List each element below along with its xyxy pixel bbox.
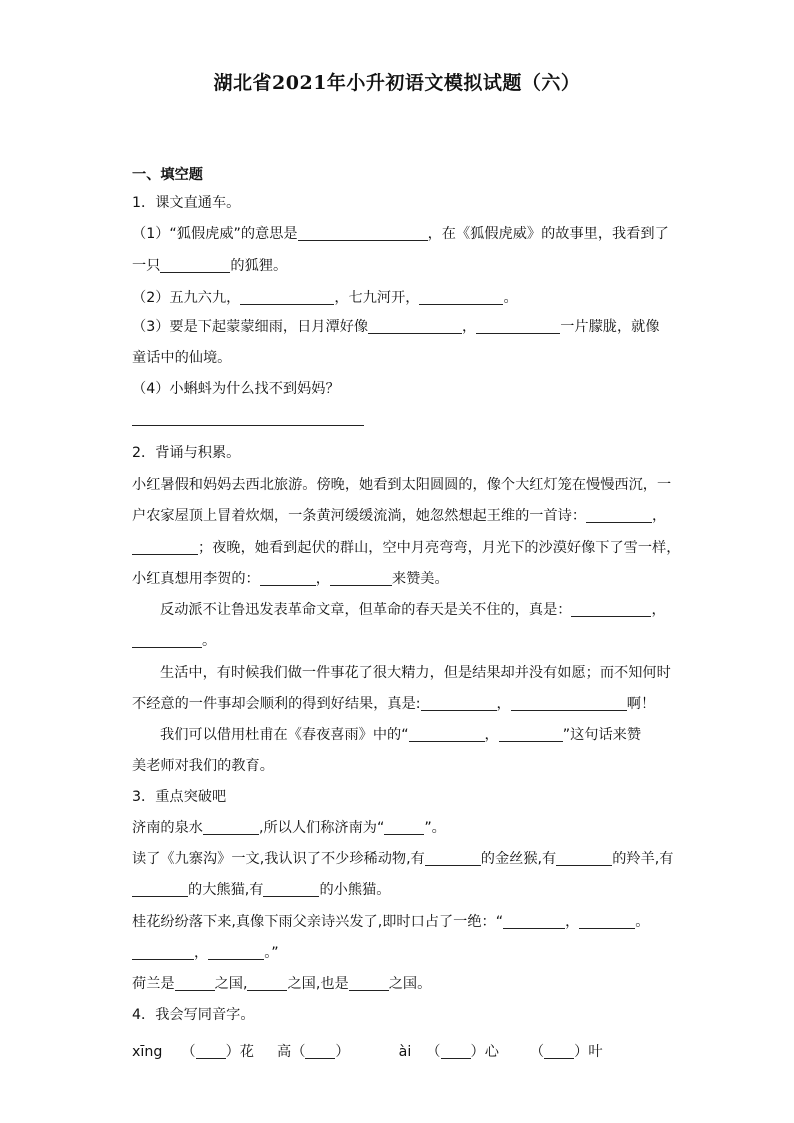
question-2-line: 户农家屋顶上冒着炊烟，一条黄河缓缓流淌，她忽然想起王维的一首诗： ， <box>132 508 667 524</box>
answer-blank[interactable] <box>368 319 462 334</box>
answer-blank[interactable] <box>240 290 334 305</box>
answer-blank[interactable] <box>132 945 194 960</box>
question-2-heading: 2．背诵与积累。 <box>132 445 241 461</box>
answer-blank[interactable] <box>503 914 565 929</box>
answer-blank[interactable] <box>511 696 627 711</box>
answer-blank[interactable] <box>305 1044 335 1059</box>
answer-blank[interactable] <box>298 226 428 241</box>
answer-blank[interactable] <box>260 571 316 586</box>
answer-blank[interactable] <box>544 1044 574 1059</box>
question-3-line: 荷兰是 之国, 之国,也是 之国。 <box>132 976 432 992</box>
question-3-line: ， 。” <box>132 944 279 962</box>
pinyin-label: xīng <box>132 1044 163 1060</box>
answer-blank[interactable] <box>263 882 319 897</box>
question-1-part-3: （3）要是下起蒙蒙细雨，日月潭好像 ， 一片朦胧，就像 <box>132 319 660 335</box>
section-heading: 一、填空题 <box>132 167 203 183</box>
question-2-line: 生活中，有时候我们做一件事花了很大精力，但是结果却并没有如愿；而不知何时 <box>160 665 671 681</box>
question-4-line: xīng （ ）花 高（ ） ài （ ）心 （ ）叶 <box>132 1044 603 1060</box>
answer-blank[interactable] <box>132 882 188 897</box>
question-2-line: 小红暑假和妈妈去西北旅游。傍晚，她看到太阳圆圆的，像个大红灯笼在慢慢西沉，一 <box>132 477 672 493</box>
answer-blank[interactable] <box>409 727 485 742</box>
answer-blank[interactable] <box>175 976 215 991</box>
answer-blank[interactable] <box>571 602 651 617</box>
question-1-part-3-cont: 童话中的仙境。 <box>132 350 232 366</box>
answer-blank[interactable] <box>421 696 497 711</box>
answer-blank[interactable] <box>476 319 560 334</box>
answer-blank[interactable] <box>556 851 612 866</box>
question-1-part-2: （2）五九六九， ，七九河开， 。 <box>132 290 518 306</box>
question-1-heading: 1．课文直通车。 <box>132 195 241 211</box>
question-1-part-1: （1）“狐假虎威”的意思是 ，在《狐假虎威》的故事里，我看到了 <box>132 226 669 242</box>
question-2-line: 反动派不让鲁迅发表革命文章，但革命的春天是关不住的，真是： ， <box>160 602 666 618</box>
question-1-part-4: （4）小蝌蚪为什么找不到妈妈？ <box>132 381 340 397</box>
question-2-line: ；夜晚，她看到起伏的群山，空中月亮弯弯，月光下的沙漠好像下了雪一样， <box>132 539 680 557</box>
answer-blank[interactable] <box>208 945 264 960</box>
answer-blank[interactable] <box>425 851 481 866</box>
page-title: 湖北省2021年小升初语文模拟试题（六） <box>213 72 581 94</box>
question-1-part-1-cont: 一只 的狐狸。 <box>132 258 288 274</box>
answer-blank[interactable] <box>441 1044 471 1059</box>
answer-blank[interactable] <box>330 571 392 586</box>
answer-blank[interactable] <box>384 820 424 835</box>
answer-blank[interactable] <box>579 914 635 929</box>
answer-blank[interactable] <box>203 820 259 835</box>
answer-blank[interactable] <box>160 258 230 273</box>
answer-line[interactable] <box>132 425 364 426</box>
answer-blank[interactable] <box>132 540 198 555</box>
answer-blank[interactable] <box>349 976 389 991</box>
question-4-heading: 4．我会写同音字。 <box>132 1007 255 1023</box>
answer-blank[interactable] <box>196 1044 226 1059</box>
question-3-heading: 3．重点突破吧 <box>132 789 227 805</box>
answer-blank[interactable] <box>419 290 503 305</box>
question-2-line: 。 <box>132 632 216 650</box>
answer-blank[interactable] <box>132 633 202 648</box>
question-3-line: 济南的泉水 ,所以人们称济南为“ ”。 <box>132 820 446 836</box>
question-3-line: 读了《九寨沟》一文,我认识了不少珍稀动物,有 的金丝猴,有 的羚羊,有 <box>132 851 674 867</box>
question-2-line: 美老师对我们的教育。 <box>132 758 274 774</box>
question-2-line: 小红真想用李贺的： ， 来赞美。 <box>132 571 449 587</box>
question-3-line: 桂花纷纷落下来,真像下雨父亲诗兴发了,即时口占了一绝：“ ， 。 <box>132 914 650 930</box>
question-3-line: 的大熊猫,有 的小熊猫。 <box>132 881 390 899</box>
answer-blank[interactable] <box>586 508 652 523</box>
question-2-line: 不经意的一件事却会顺利的得到好结果，真是: ， 啊！ <box>132 696 656 712</box>
pinyin-label: ài <box>398 1044 412 1060</box>
question-2-line: 我们可以借用杜甫在《春夜喜雨》中的“ ， ”这句话来赞 <box>160 727 642 743</box>
answer-blank[interactable] <box>499 727 563 742</box>
answer-blank[interactable] <box>247 976 287 991</box>
